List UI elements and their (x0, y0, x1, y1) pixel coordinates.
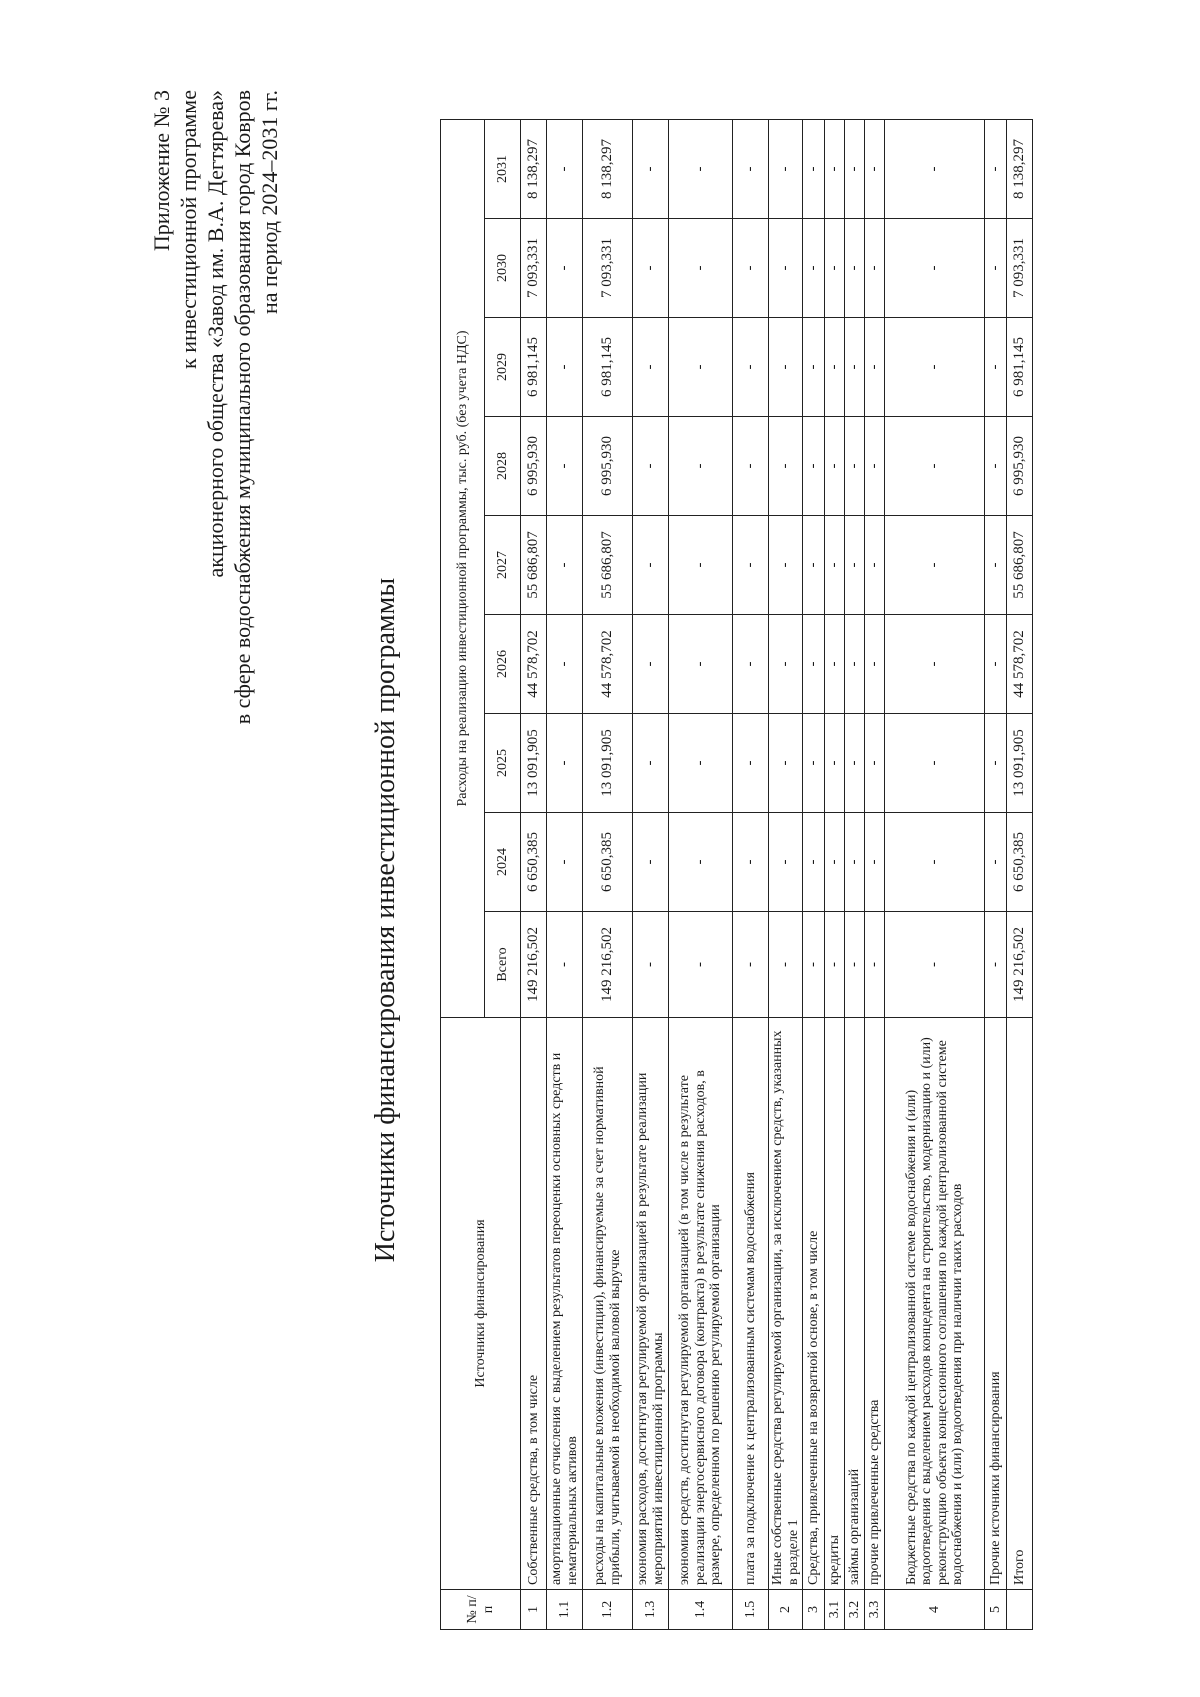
value-cell: - (803, 219, 825, 318)
value-cell: - (769, 813, 803, 912)
appendix-line: акционерного общества «Завод им. В.А. Дегтярева» (203, 90, 228, 578)
table-row (633, 120, 669, 1630)
table-row (547, 120, 583, 1630)
value-cell: - (633, 714, 669, 813)
value-cell: 6 995,930 (1007, 417, 1033, 516)
table-row (885, 120, 985, 1630)
table-row (733, 120, 769, 1630)
header-number: № п/п (441, 1590, 521, 1630)
value-cell: - (769, 120, 803, 219)
value-cell: - (633, 615, 669, 714)
value-cell: - (985, 516, 1007, 615)
value-cell: 44 578,702 (521, 615, 547, 714)
row-number: 5 (985, 1590, 1007, 1630)
value-cell: 13 091,905 (583, 714, 633, 813)
value-cell: - (885, 219, 985, 318)
value-cell: - (825, 219, 845, 318)
value-cell: - (825, 120, 845, 219)
value-cell: - (845, 615, 865, 714)
header-year: 2027 (485, 516, 521, 615)
value-cell: - (633, 912, 669, 1018)
value-cell: - (865, 714, 885, 813)
value-cell: - (845, 714, 865, 813)
source-name: Итого (1007, 1018, 1033, 1590)
value-cell: - (885, 318, 985, 417)
row-number: 1.5 (733, 1590, 769, 1630)
source-name: займы организаций (845, 1018, 865, 1590)
value-cell: - (803, 813, 825, 912)
value-cell: - (769, 318, 803, 417)
value-cell: - (547, 516, 583, 615)
source-name: амортизационные отчисления с выделением результатов переоценки основных средств и нематериальных активов (547, 1018, 583, 1590)
value-cell: 6 981,145 (521, 318, 547, 417)
value-cell: 55 686,807 (1007, 516, 1033, 615)
table-body (521, 120, 1033, 1630)
value-cell: - (633, 120, 669, 219)
row-number: 3.3 (865, 1590, 885, 1630)
appendix-header (148, 90, 283, 724)
value-cell: - (769, 417, 803, 516)
row-number: 1 (521, 1590, 547, 1630)
value-cell: 8 138,297 (583, 120, 633, 219)
value-cell: - (885, 813, 985, 912)
row-number: 3.2 (845, 1590, 865, 1630)
value-cell: 44 578,702 (583, 615, 633, 714)
row-number: 3 (803, 1590, 825, 1630)
value-cell: 7 093,331 (1007, 219, 1033, 318)
total-row (1007, 120, 1033, 1630)
source-name: расходы на капитальные вложения (инвестиции), финансируемые за счет нормативной прибыли, учитываемой в необходимой валовой выручке (583, 1018, 633, 1590)
value-cell: - (669, 120, 733, 219)
header-year: 2026 (485, 615, 521, 714)
source-name: Собственные средства, в том числе (521, 1018, 547, 1590)
value-cell: - (669, 516, 733, 615)
value-cell: 44 578,702 (1007, 615, 1033, 714)
value-cell: - (845, 516, 865, 615)
value-cell: 6 650,385 (583, 813, 633, 912)
value-cell: 8 138,297 (521, 120, 547, 219)
value-cell: 6 995,930 (583, 417, 633, 516)
value-cell: 149 216,502 (521, 912, 547, 1018)
header-year: Всего (485, 912, 521, 1018)
value-cell: - (885, 912, 985, 1018)
value-cell: - (845, 813, 865, 912)
value-cell: - (985, 813, 1007, 912)
value-cell: - (733, 813, 769, 912)
value-cell: - (825, 615, 845, 714)
appendix-line: к инвестиционной программе (176, 90, 201, 369)
value-cell: - (825, 714, 845, 813)
value-cell: - (985, 219, 1007, 318)
value-cell: - (845, 912, 865, 1018)
source-name: Средства, привлеченные на возвратной основе, в том числе (803, 1018, 825, 1590)
header-year: 2031 (485, 120, 521, 219)
value-cell: - (633, 219, 669, 318)
value-cell: - (769, 714, 803, 813)
source-name: Прочие источники финансирования (985, 1018, 1007, 1590)
value-cell: 13 091,905 (521, 714, 547, 813)
value-cell: 6 650,385 (521, 813, 547, 912)
value-cell: - (885, 516, 985, 615)
value-cell: - (985, 120, 1007, 219)
value-cell: 7 093,331 (521, 219, 547, 318)
header-expenses: Расходы на реализацию инвестиционной программы, тыс. руб. (без учета НДС) (441, 120, 485, 1018)
row-number: 1.1 (547, 1590, 583, 1630)
table-row (825, 120, 845, 1630)
value-cell: - (803, 912, 825, 1018)
row-number: 1.3 (633, 1590, 669, 1630)
value-cell: - (865, 417, 885, 516)
value-cell: 8 138,297 (1007, 120, 1033, 219)
row-number: 2 (769, 1590, 803, 1630)
value-cell: - (803, 318, 825, 417)
table-row (803, 120, 825, 1630)
value-cell: - (733, 318, 769, 417)
appendix-line: Приложение № 3 (149, 90, 174, 252)
value-cell: 149 216,502 (583, 912, 633, 1018)
value-cell: - (547, 714, 583, 813)
document-page (30, 30, 1150, 1670)
value-cell: - (733, 120, 769, 219)
value-cell: - (803, 714, 825, 813)
value-cell: - (633, 813, 669, 912)
value-cell: - (769, 516, 803, 615)
value-cell: - (865, 615, 885, 714)
value-cell: - (865, 318, 885, 417)
value-cell: - (825, 912, 845, 1018)
value-cell: - (547, 615, 583, 714)
value-cell: - (825, 813, 845, 912)
value-cell: - (769, 615, 803, 714)
appendix-line: в сфере водоснабжения муниципального образования город Ковров (230, 90, 255, 725)
value-cell: - (769, 912, 803, 1018)
row-number: 1.4 (669, 1590, 733, 1630)
header-year: 2030 (485, 219, 521, 318)
value-cell: 55 686,807 (583, 516, 633, 615)
source-name: Иные собственные средства регулируемой организации, за исключением средств, указанных в разделе 1 (769, 1018, 803, 1590)
value-cell: - (669, 417, 733, 516)
table-row (985, 120, 1007, 1630)
value-cell: - (985, 417, 1007, 516)
source-name: кредиты (825, 1018, 845, 1590)
value-cell: - (885, 714, 985, 813)
value-cell: - (865, 120, 885, 219)
source-name: плата за подключение к централизованным системам водоснабжения (733, 1018, 769, 1590)
value-cell: - (885, 615, 985, 714)
value-cell: - (825, 318, 845, 417)
source-name: экономия расходов, достигнутая регулируемой организацией в результате реализации мероприятий инвестиционной программы (633, 1018, 669, 1590)
row-number: 4 (885, 1590, 985, 1630)
table-row (669, 120, 733, 1630)
value-cell: - (803, 615, 825, 714)
value-cell: - (985, 912, 1007, 1018)
value-cell: - (825, 417, 845, 516)
header-year: 2024 (485, 813, 521, 912)
header-year: 2029 (485, 318, 521, 417)
value-cell: - (633, 417, 669, 516)
value-cell: - (733, 912, 769, 1018)
value-cell: - (885, 120, 985, 219)
value-cell: 149 216,502 (1007, 912, 1033, 1018)
value-cell: 55 686,807 (521, 516, 547, 615)
value-cell: 6 995,930 (521, 417, 547, 516)
value-cell: - (865, 813, 885, 912)
table-row (845, 120, 865, 1630)
document-title: Источники финансирования инвестиционной программы (370, 577, 401, 1263)
table-row (583, 120, 633, 1630)
row-number: 3.1 (825, 1590, 845, 1630)
value-cell: - (845, 120, 865, 219)
value-cell: - (547, 417, 583, 516)
value-cell: - (547, 318, 583, 417)
value-cell: - (985, 615, 1007, 714)
header-year: 2025 (485, 714, 521, 813)
value-cell: - (803, 516, 825, 615)
value-cell: - (885, 417, 985, 516)
source-name: прочие привлеченные средства (865, 1018, 885, 1590)
value-cell: - (865, 516, 885, 615)
value-cell: 6 981,145 (583, 318, 633, 417)
value-cell: 7 093,331 (583, 219, 633, 318)
value-cell: - (547, 912, 583, 1018)
value-cell: - (669, 615, 733, 714)
value-cell: 6 650,385 (1007, 813, 1033, 912)
value-cell: - (825, 516, 845, 615)
value-cell: - (845, 318, 865, 417)
header-source: Источники финансирования (441, 1018, 521, 1590)
value-cell: - (547, 219, 583, 318)
value-cell: - (769, 219, 803, 318)
value-cell: - (865, 219, 885, 318)
value-cell: - (669, 219, 733, 318)
value-cell: - (845, 219, 865, 318)
value-cell: - (633, 318, 669, 417)
value-cell: 13 091,905 (1007, 714, 1033, 813)
value-cell: 6 981,145 (1007, 318, 1033, 417)
financing-table (440, 119, 1033, 1630)
source-name: экономия средств, достигнутая регулируемой организацией (в том числе в результате реализации энергосервисного договора (контракта) в результате снижения расходов, в размере, определенном по решению регулируемой организации (669, 1018, 733, 1590)
appendix-line: на период 2024–2031 гг. (257, 90, 282, 314)
value-cell: - (985, 714, 1007, 813)
value-cell: - (865, 912, 885, 1018)
value-cell: - (733, 516, 769, 615)
value-cell: - (803, 417, 825, 516)
source-name: Бюджетные средства по каждой централизованной системе водоснабжения и (или) водоотведения с выделением расходов концедента на строительство, модернизацию и (или) реконструкцию объекта концессионного соглашения по каждой централизованной системе водоснабжения и (или) водоотведения при наличии таких расходов (885, 1018, 985, 1590)
value-cell: - (733, 714, 769, 813)
row-number (1007, 1590, 1033, 1630)
value-cell: - (669, 912, 733, 1018)
table-row (865, 120, 885, 1630)
value-cell: - (547, 120, 583, 219)
value-cell: - (733, 219, 769, 318)
table-row (521, 120, 547, 1630)
row-number: 1.2 (583, 1590, 633, 1630)
table-row (769, 120, 803, 1630)
value-cell: - (845, 417, 865, 516)
value-cell: - (669, 714, 733, 813)
value-cell: - (547, 813, 583, 912)
value-cell: - (985, 318, 1007, 417)
value-cell: - (633, 516, 669, 615)
value-cell: - (669, 813, 733, 912)
value-cell: - (733, 615, 769, 714)
value-cell: - (733, 417, 769, 516)
value-cell: - (803, 120, 825, 219)
header-year: 2028 (485, 417, 521, 516)
value-cell: - (669, 318, 733, 417)
